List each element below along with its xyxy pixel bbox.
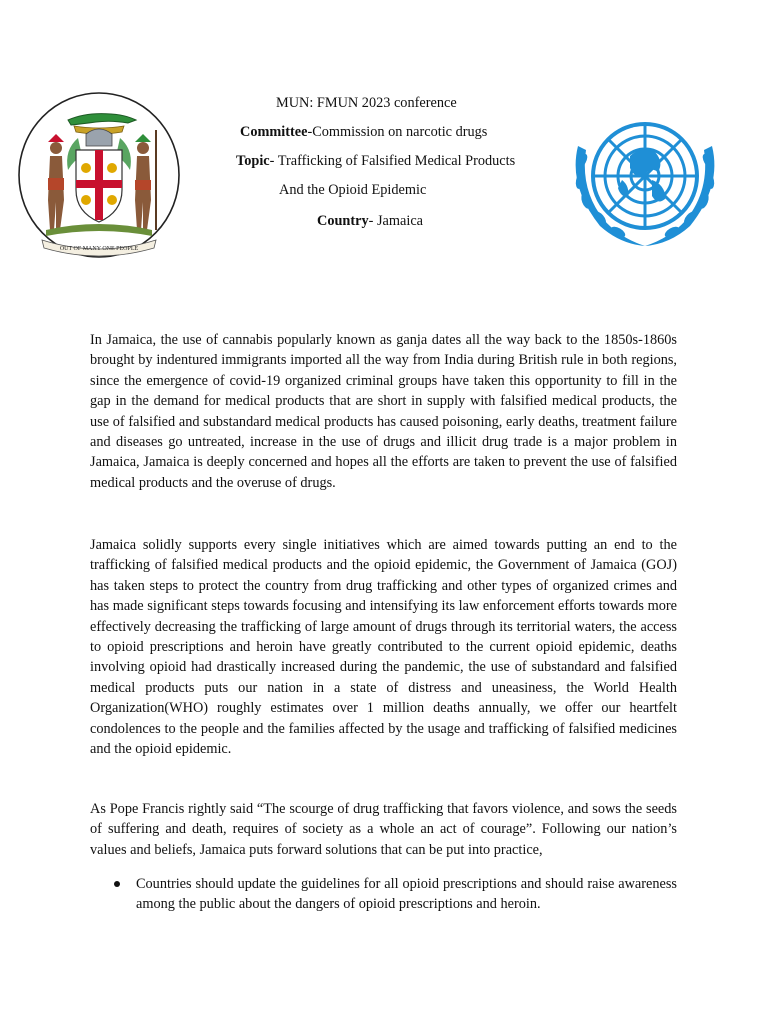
coat-of-arms-motto: OUT OF MANY ONE PEOPLE xyxy=(59,246,139,252)
list-item-text: Countries should update the guidelines for all opioid prescriptions and should raise awareness among the public about the dangers of opioid prescriptions and heroin. xyxy=(136,876,677,913)
paragraph-support: Jamaica solidly supports every single initiatives which are aimed towards putting an end to the trafficking of falsified medical products and the opioid epidemic, the Government of Jamaica (GOJ) has taken steps to protect the country from drug trafficking and other types of organized crimes and has made significant steps towards focusing and intensifying its law enforcement efforts towards more effectively decreasing the trafficking of large amount of drugs through its territorial waters, the access to opioid prescriptions and heroin have greatly contributed to the current opioid epidemic, deaths involving opioid had drastically increased during the pandemic, the use of substandard and falsified medical products puts our nation in a state of distress and uneasiness, the World Health Organization(WHO) roughly estimates over 1 million deaths annually, we offer our heartfelt condolences to the people and the families affected by the usage and trafficking of falsified medicines and the opioid epidemic. xyxy=(90,537,677,758)
paragraph-background: In Jamaica, the use of cannabis popularly known as ganja dates all the way back to the 1850s-1860s brought by indentured immigrants imported all the way from India during British rule in both regions, since the emergence of covid-19 organized criminal groups have taken this opportunity to fill in the gap in the demand for medical products that are short in supply with falsified medical products, the use of falsified and substandard medical products has caused poisoning, early deaths, treatment failure and diseases go untreated, increase in the use of drugs and illicit drug trade is a major problem in Jamaica, Jamaica is deeply concerned and hopes all the efforts are taken to prevent the use of falsified medical products and the overuse of drugs. xyxy=(90,332,677,491)
topic-value: - Trafficking of Falsified Medical Products xyxy=(269,153,516,169)
country-line xyxy=(317,211,423,231)
conference-text: MUN: FMUN 2023 conference xyxy=(276,95,457,111)
jamaica-coat-of-arms-icon xyxy=(16,90,182,260)
solutions-list xyxy=(90,874,677,915)
topic-continuation: And the Opioid Epidemic xyxy=(279,182,427,198)
country-value: - Jamaica xyxy=(368,213,424,229)
country-label: Country xyxy=(317,213,369,229)
un-emblem-icon xyxy=(560,106,730,256)
topic-label: Topic xyxy=(236,153,270,169)
topic-line xyxy=(236,151,515,171)
paragraph-solutions-intro: As Pope Francis rightly said “The scourge of drug trafficking that favors violence, and sows the seeds of suffering and death, requires of society as a whole an act of courage”. Following our nation’s values and beliefs, Jamaica puts forward solutions that can be put into practice, xyxy=(90,801,677,858)
list-item xyxy=(90,874,677,915)
committee-line xyxy=(240,122,487,142)
committee-label: Committee xyxy=(240,124,308,140)
bullet-icon xyxy=(114,881,120,887)
committee-value: -Commission on narcotic drugs xyxy=(307,124,488,140)
topic-line-2 xyxy=(279,180,426,200)
conference-line xyxy=(276,93,457,113)
